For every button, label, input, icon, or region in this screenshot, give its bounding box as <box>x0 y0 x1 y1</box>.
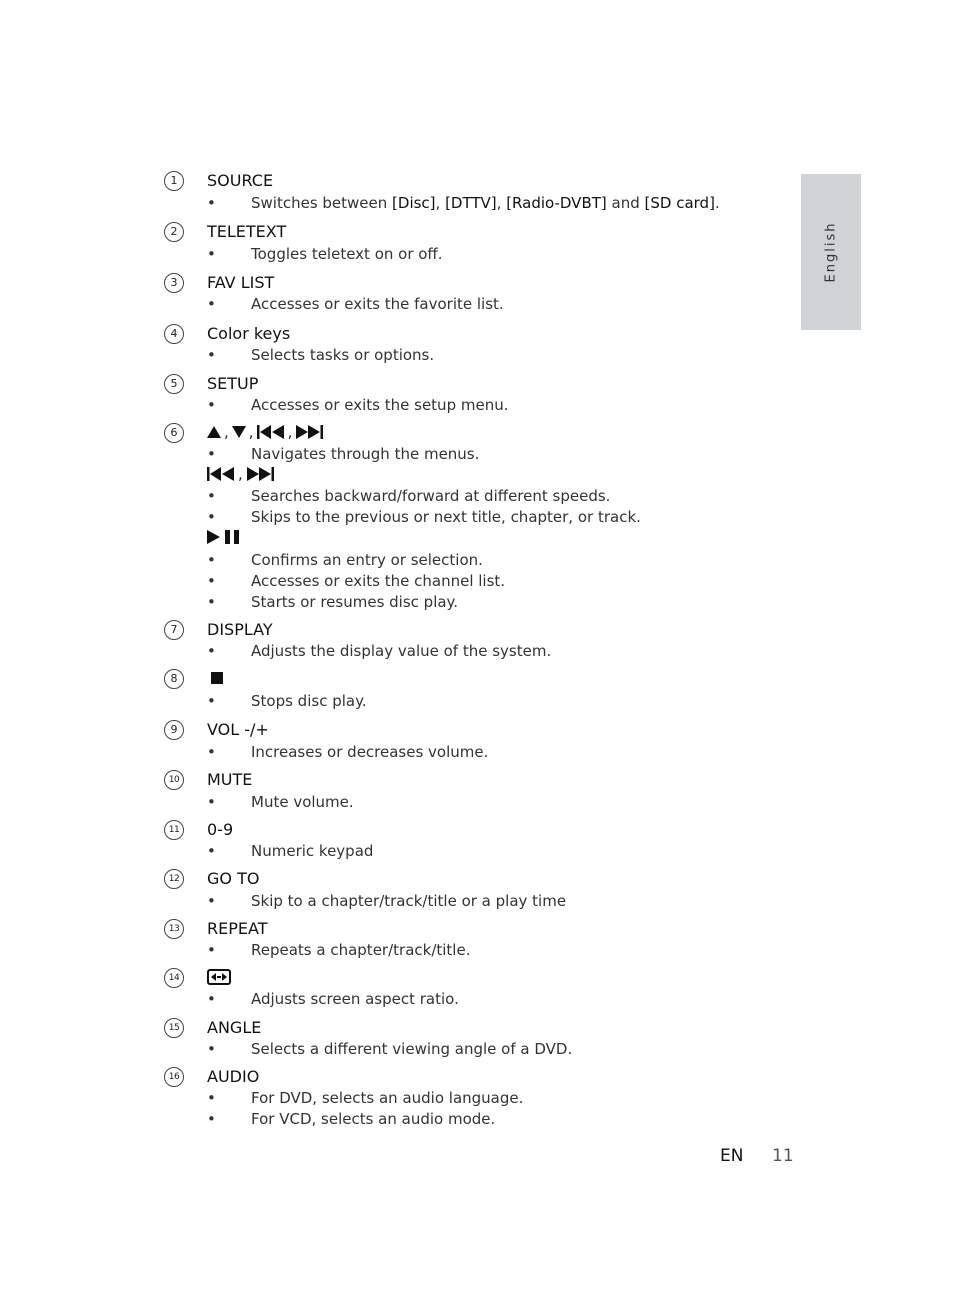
item-number: 2 <box>164 222 184 242</box>
down-arrow-icon <box>232 426 246 438</box>
footer-language: EN <box>720 1146 744 1166</box>
item-title: ANGLE <box>207 1018 262 1037</box>
item-number: 3 <box>164 273 184 293</box>
item-number: 16 <box>164 1067 184 1087</box>
item-number: 7 <box>164 620 184 640</box>
item-number: 5 <box>164 374 184 394</box>
item-number: 13 <box>164 919 184 939</box>
item-number: 15 <box>164 1018 184 1038</box>
stop-symbol <box>211 669 223 687</box>
item-title: AUDIO <box>207 1067 260 1086</box>
language-side-tab: English <box>801 174 861 330</box>
play-pause-icon <box>207 530 241 544</box>
item-number: 11 <box>164 820 184 840</box>
item-title: FAV LIST <box>207 273 275 292</box>
up-arrow-icon <box>207 426 221 438</box>
item-number: 1 <box>164 171 184 191</box>
item-title: DISPLAY <box>207 620 273 639</box>
next-icon <box>295 425 323 439</box>
aspect-symbol <box>207 968 231 986</box>
item-title: VOL -/+ <box>207 720 269 739</box>
play-pause-symbol <box>207 528 241 546</box>
aspect-ratio-icon <box>207 969 231 985</box>
item-number: 4 <box>164 324 184 344</box>
item-number: 12 <box>164 869 184 889</box>
stop-icon <box>211 672 223 684</box>
item-title: TELETEXT <box>207 222 287 241</box>
page-number: 11 <box>772 1146 794 1166</box>
item-title: Color keys <box>207 324 291 343</box>
previous-icon <box>207 467 235 481</box>
item-title: SETUP <box>207 374 259 393</box>
item-number: 8 <box>164 669 184 689</box>
item-title: SOURCE <box>207 171 274 190</box>
item-number: 9 <box>164 720 184 740</box>
search-keys-symbols: , <box>207 465 274 483</box>
item-title: 0-9 <box>207 820 234 839</box>
item-number: 14 <box>164 968 184 988</box>
item-number: 6 <box>164 423 184 443</box>
item-title: MUTE <box>207 770 253 789</box>
nav-keys-symbols: , , , <box>207 423 323 441</box>
next-icon <box>246 467 274 481</box>
item-title: REPEAT <box>207 919 268 938</box>
item-number: 10 <box>164 770 184 790</box>
item-title: GO TO <box>207 869 260 888</box>
previous-icon <box>257 425 285 439</box>
